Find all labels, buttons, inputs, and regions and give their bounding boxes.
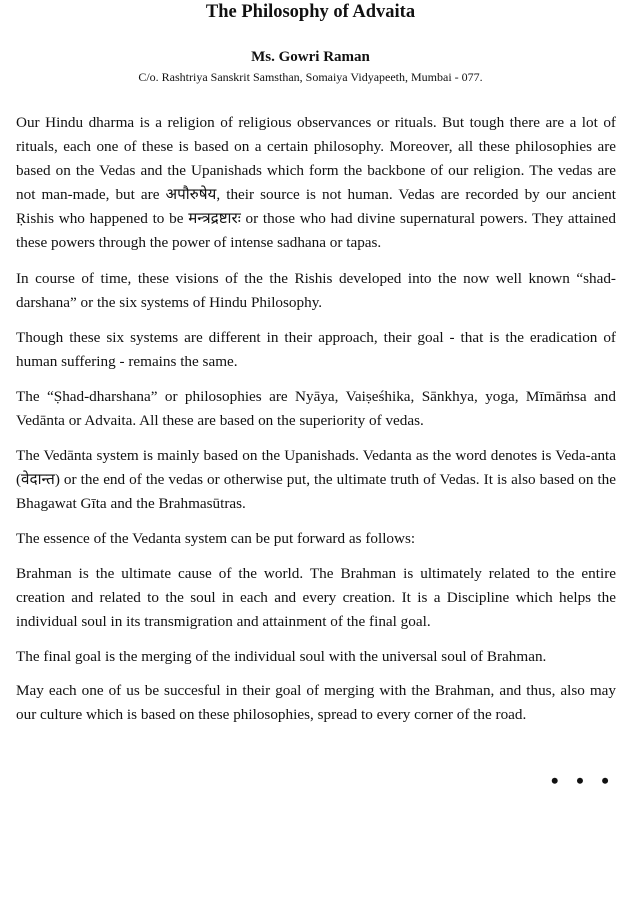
document-body (16, 111, 616, 738)
paragraph-7: Brahman is the ultimate cause of the world. The Brahman is ultimately related to the entire creation and related to the soul in each and every creation. It is a Discipline which helps the individual soul in its transmigration and attainment of the final goal. (16, 564, 616, 630)
paragraph-9: May each one of us be succesful in their goal of merging with the Brahman, and thus, also may our culture which is based on these philosophies, spread to every corner of the road. (16, 681, 616, 723)
paragraph-4: The “Ṣhad-dharshana” or philosophies are Nyāya, Vaiṣeśhika, Sānkhya, yoga, Mīmāṁsa and Vedānta or Advaita. All these are based on the superiority of vedas. (16, 387, 616, 430)
paragraph-2: In course of time, these visions of the the Rishis developed into the now well known “shad-darshana” or the six systems of Hindu Philosophy. (16, 269, 616, 311)
end-of-article-mark: • • • (550, 768, 615, 793)
paragraph-6: The essence of the Vedanta system can be put forward as follows: (16, 530, 416, 548)
paragraph-3: Though these six systems are different in their approach, their goal - that is the eradication of human suffering - remains the same. (16, 328, 616, 370)
author-affiliation: C/o. Rashtriya Sanskrit Samsthan, Somaiya Vidyapeeth, Mumbai - 077. (138, 70, 483, 84)
paragraph-5: The Vedānta system is mainly based on the Upanishads. Vedanta as the word denotes is Veda-anta (वेदान्त) or the end of the vedas or otherwise put, the ultimate truth of Vedas. It is also based on the Bhagawat Gīta and the Brahmasūtras. (16, 447, 616, 513)
author-name: Ms. Gowri Raman (251, 49, 370, 65)
document-title: The Philosophy of Advaita (205, 2, 416, 22)
paragraph-1: Our Hindu dharma is a religion of religious observances or rituals. But tough there are a lot of rituals, each one of these is based on a certain philosophy. Moreover, all these philosophies are based on the Vedas and the Upanishads which form the backbone of our religion. The vedas are not man-made, but are अपौरुषेय, their source is not human. Vedas are recorded by our ancient Ṛishis who happened to be मन्त्रद्रष्टारः or those who had divine supernatural powers. They attained these powers through the power of intense sadhana or tapas. (16, 114, 616, 252)
paragraph-8: The final goal is the merging of the individual soul with the universal soul of Brahman. (16, 647, 547, 665)
